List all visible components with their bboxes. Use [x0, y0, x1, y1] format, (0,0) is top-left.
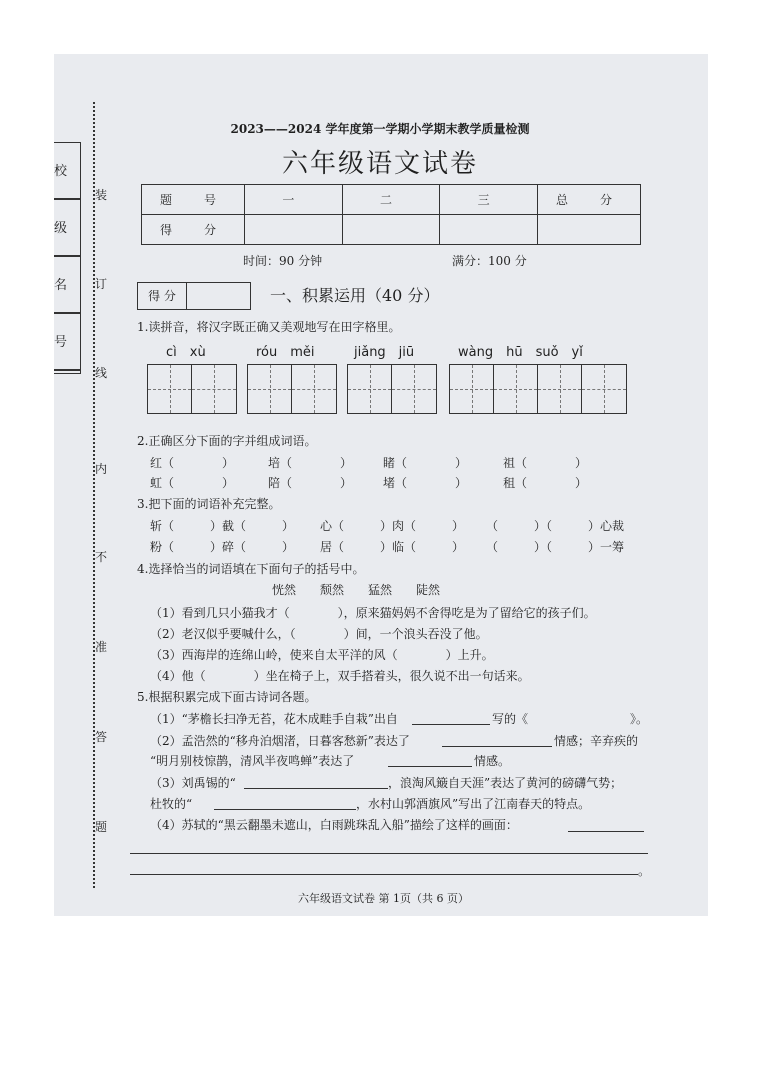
answer-blank[interactable] — [442, 746, 552, 747]
binding-word: 线 — [95, 366, 108, 380]
q5-text: ，水村山郭酒旗风”写出了江南春天的特点。 — [356, 797, 591, 811]
q4-item: （1）看到几只小猫我才（ ），原来猫妈妈不舍得吃是为了留给它的孩子们。 — [150, 606, 596, 620]
binding-word: 内 — [95, 462, 108, 476]
full-score-label: 满分：100 分 — [452, 254, 527, 268]
grid-cell[interactable] — [192, 365, 236, 413]
writing-grid[interactable] — [147, 364, 237, 414]
answer-line[interactable] — [130, 874, 638, 875]
grid-cell[interactable] — [148, 365, 192, 413]
q2-item: 虹（ ） — [150, 476, 235, 490]
q3-item: 粉（ ）碎（ ） — [150, 540, 295, 554]
section-score-box — [137, 282, 251, 310]
q3-item: 斩（ ）截（ ） — [150, 519, 295, 533]
answer-blank[interactable] — [388, 766, 472, 767]
answer-blank[interactable] — [214, 809, 356, 810]
side-label-class: 级 — [54, 199, 81, 256]
q2-item: 堵（ ） — [383, 476, 468, 490]
q4-prompt: 4.选择恰当的词语填在下面句子的括号中。 — [137, 562, 365, 576]
q5-end: 。 — [638, 864, 651, 878]
q5-text: （4）苏轼的“黑云翻墨未遮山，白雨跳珠乱入船”描绘了这样的画面： — [150, 818, 518, 832]
exam-title: 六年级语文试卷 — [281, 149, 478, 179]
binding-word: 答 — [95, 730, 108, 744]
q2-item: 睹（ ） — [383, 456, 468, 470]
binding-word: 装 — [95, 188, 108, 202]
side-label-name: 名 — [54, 256, 81, 313]
writing-grid[interactable] — [247, 364, 337, 414]
q5-text: 情感；辛弃疾的 — [554, 734, 639, 748]
exam-subtitle: 2023——2024 学年度第一学期小学期末教学质量检测 — [230, 122, 530, 136]
q2-item: 培（ ） — [268, 456, 353, 470]
q3-item: 心（ ）肉（ ） — [320, 519, 465, 533]
q2-item: 祖（ ） — [503, 456, 588, 470]
q4-choices: 恍然 颓然 猛然 陡然 — [272, 583, 441, 597]
q1-prompt: 1.读拼音，将汉字既正确又美观地写在田字格里。 — [137, 320, 401, 334]
score-cell[interactable] — [440, 215, 538, 245]
side-label-number: 号 — [54, 313, 81, 370]
writing-grid[interactable] — [449, 364, 627, 414]
q4-item: （3）西海岸的连绵山岭，使来自太平洋的风（ ）上升。 — [150, 648, 494, 662]
q2-item: 陪（ ） — [268, 476, 353, 490]
q5-text: 杜牧的“ — [150, 797, 193, 811]
q5-text: 情感。 — [474, 754, 511, 768]
binding-word: 订 — [95, 277, 108, 291]
grid-cell[interactable] — [292, 365, 336, 413]
grid-cell[interactable] — [392, 365, 436, 413]
answer-line[interactable] — [130, 853, 648, 854]
score-header: 一 — [245, 185, 343, 215]
q5-text: 》。 — [630, 712, 649, 726]
page-footer: 六年级语文试卷 第 1页（共 6 页） — [298, 892, 469, 905]
binding-word: 准 — [95, 640, 108, 654]
q2-item: 红（ ） — [150, 456, 235, 470]
pinyin: wàng hū suǒ yǐ — [458, 345, 583, 360]
q5-text: （3）刘禹锡的“ — [150, 776, 236, 790]
binding-dotted-line — [93, 102, 95, 888]
q2-item: 租（ ） — [503, 476, 588, 490]
grid-cell[interactable] — [248, 365, 292, 413]
score-cell[interactable] — [342, 215, 440, 245]
side-label-box-end — [54, 370, 81, 374]
score-cell[interactable] — [245, 215, 343, 245]
q4-item: （2）老汉似乎要喊什么，（ ）间，一个浪头吞没了他。 — [150, 627, 488, 641]
q5-text: 写的《 — [492, 712, 529, 726]
q5-prompt: 5.根据积累完成下面古诗词各题。 — [137, 690, 317, 704]
binding-word: 不 — [95, 550, 108, 564]
q3-item: （ ）（ ）一筹 — [486, 540, 625, 554]
pinyin: róu měi — [256, 345, 315, 360]
pinyin: jiǎng jiū — [354, 345, 415, 360]
score-header: 三 — [440, 185, 538, 215]
q5-text: “明月别枝惊鹊，清风半夜鸣蝉”表达了 — [150, 754, 355, 768]
time-label: 时间：90 分钟 — [243, 254, 323, 268]
grid-cell[interactable] — [494, 365, 538, 413]
grid-cell[interactable] — [348, 365, 392, 413]
q3-prompt: 3.把下面的词语补充完整。 — [137, 497, 281, 511]
grid-cell[interactable] — [582, 365, 626, 413]
score-header: 二 — [342, 185, 440, 215]
score-header: 总 分 — [538, 185, 641, 215]
grid-cell[interactable] — [450, 365, 494, 413]
q5-text: （2）孟浩然的“移舟泊烟渚，日暮客愁新”表达了 — [150, 734, 410, 748]
side-label-school: 校 — [54, 142, 81, 199]
q5-text: （1）“茅檐长扫净无苔，花木成畦手自栽”出自 — [150, 712, 398, 726]
answer-blank[interactable] — [244, 788, 388, 789]
section-title: 一、积累运用（40 分） — [270, 286, 440, 305]
q3-item: （ ）（ ）心裁 — [486, 519, 625, 533]
q4-item: （4）他（ ）坐在椅子上，双手搭着头，很久说不出一句话来。 — [150, 669, 530, 683]
q2-prompt: 2.正确区分下面的字并组成词语。 — [137, 434, 317, 448]
score-cell[interactable] — [538, 215, 641, 245]
pinyin: cì xù — [166, 345, 206, 360]
answer-blank[interactable] — [412, 724, 490, 725]
q5-text: ，浪淘风簸自天涯”表达了黄河的磅礴气势； — [388, 776, 623, 790]
binding-word: 题 — [95, 820, 108, 834]
section-score-label: 得 分 — [138, 283, 187, 309]
writing-grid[interactable] — [347, 364, 437, 414]
score-header: 题 号 — [142, 185, 245, 215]
q3-item: 居（ ）临（ ） — [320, 540, 465, 554]
score-table — [141, 184, 641, 245]
grid-cell[interactable] — [538, 365, 582, 413]
score-label: 得 分 — [142, 215, 245, 245]
answer-blank[interactable] — [568, 831, 644, 832]
